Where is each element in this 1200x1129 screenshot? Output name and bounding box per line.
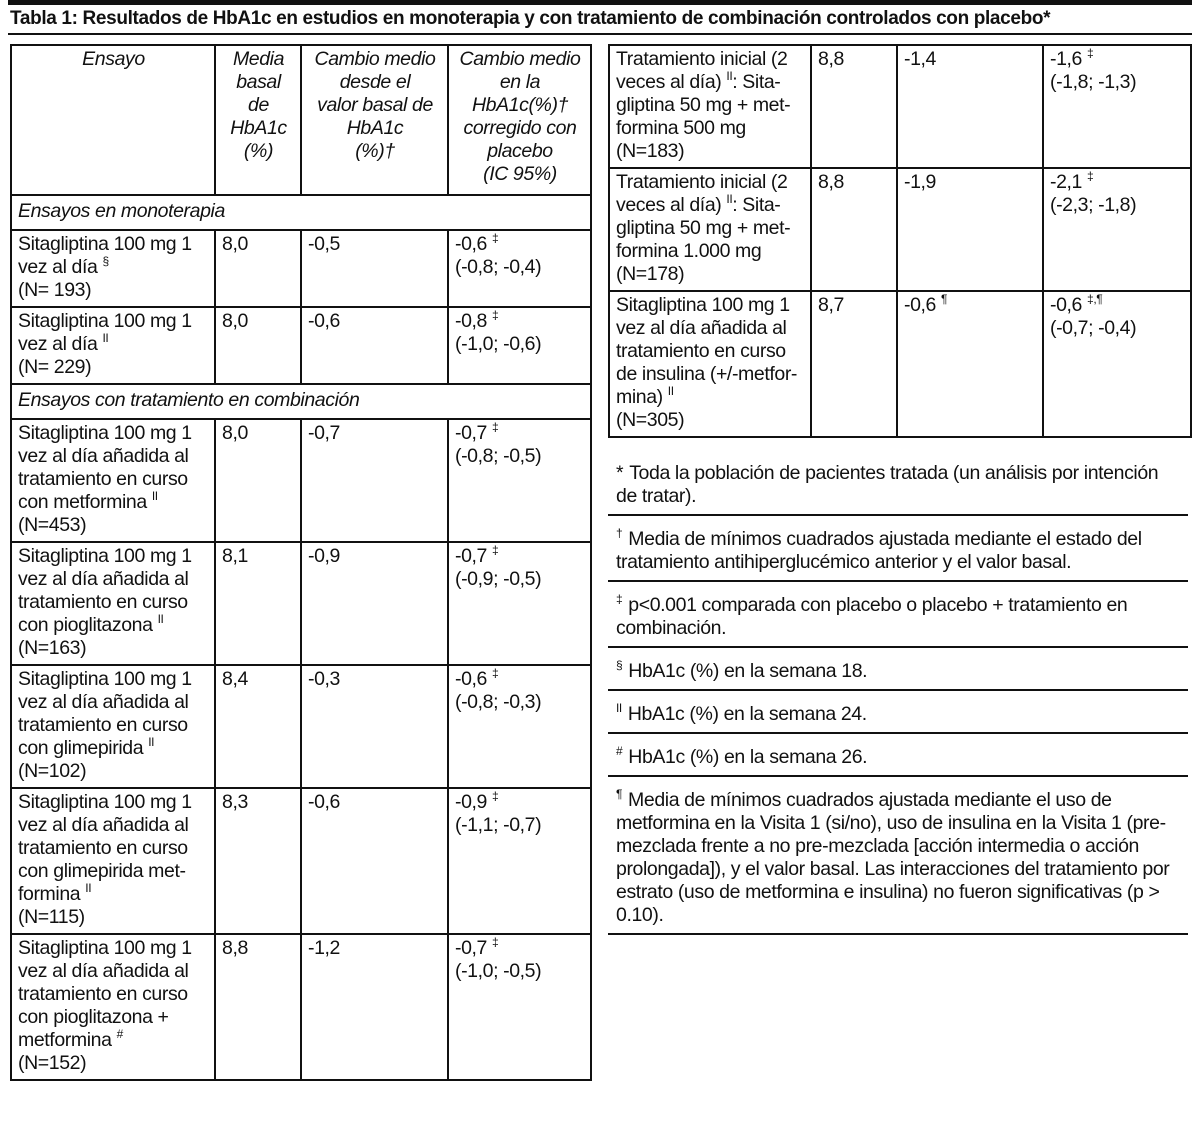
footnote-mark: ‡	[492, 789, 499, 803]
footnote	[608, 785, 1188, 935]
results-table-left	[10, 44, 592, 1081]
cell-cambio-corregido	[448, 419, 591, 542]
ensayo-line: Sitagliptina 100 mg 1	[18, 310, 192, 332]
footnote	[608, 458, 1188, 516]
ensayo-line-with-footnote	[18, 491, 209, 514]
ensayo-line: tratamiento en curso	[616, 340, 786, 362]
confidence-interval: (-0,8; -0,5)	[455, 445, 542, 467]
ensayo-line: tratamiento en curso	[18, 468, 188, 490]
title-rule	[8, 33, 1192, 35]
header-cambio-medio-line: Cambio medio	[314, 48, 436, 70]
corregido-value-line	[455, 233, 585, 256]
table-row	[609, 168, 1191, 291]
footnote-text: p<0.001 comparada con placebo o placebo + tratamiento en combinación.	[616, 594, 1128, 639]
cell-cambio-medio: -0,7	[301, 419, 448, 542]
corregido-value-line	[455, 791, 585, 814]
cell-media-basal: 8,8	[215, 934, 301, 1080]
corregido-value: -0,8	[455, 310, 488, 332]
header-cambio-medio-line: valor basal de	[317, 94, 433, 116]
footnote-text: Media de mínimos cuadrados ajustada mediante el estado del tratamiento antihiperglucémico anterior y el valor basal.	[616, 528, 1142, 573]
ensayo-line: (N=115)	[18, 906, 85, 928]
ensayo-line: Sitagliptina 100 mg 1	[18, 668, 192, 690]
cell-cambio-corregido	[448, 542, 591, 665]
ensayo-line: Sitagliptina 100 mg 1	[616, 294, 790, 316]
section-combinacion-label: Ensayos con tratamiento en combinación	[11, 384, 591, 419]
header-cambio-medio	[301, 45, 448, 195]
table-row	[11, 665, 591, 788]
footnote-mark: ‡	[492, 231, 499, 245]
footnote-mark: ‡	[1087, 46, 1094, 60]
ensayo-line-with-footnote	[18, 1029, 209, 1052]
cell-media-basal: 8,0	[215, 419, 301, 542]
ensayo-line: (N= 193)	[18, 279, 92, 301]
ensayo-line: (N=183)	[616, 140, 685, 162]
corregido-value-line	[455, 937, 585, 960]
header-media-basal-line: basal	[236, 71, 281, 93]
ensayo-line: vez al día añadida al	[18, 814, 189, 836]
ensayo-line: Sitagliptina 100 mg 1	[18, 791, 192, 813]
cell-media-basal: 8,1	[215, 542, 301, 665]
footnote-symbol: ‡	[616, 592, 623, 606]
corregido-value-line	[1050, 171, 1185, 194]
cambio-value: -1,9	[904, 171, 937, 193]
confidence-interval: (-1,0; -0,6)	[455, 333, 542, 355]
header-cambio-corregido-line: HbA1c(%)†	[471, 94, 569, 116]
cell-cambio-medio: -0,5	[301, 230, 448, 307]
ensayo-text: vez al día	[18, 256, 98, 278]
confidence-interval: (-1,1; -0,7)	[455, 814, 542, 836]
header-media-basal-line: (%)	[243, 140, 274, 162]
section-combinacion	[11, 384, 591, 419]
ensayo-line: (N=178)	[616, 263, 685, 285]
table-title: Tabla 1: Resultados de HbA1c en estudios en monoterapia y con tratamiento de combinación controlados con placebo*	[10, 8, 1051, 29]
results-table-right	[608, 44, 1192, 438]
cell-ensayo	[11, 788, 215, 934]
cambio-value: -0,6	[904, 294, 937, 316]
footnote-mark: ‡	[492, 543, 499, 557]
header-cambio-corregido-line: (IC 95%)	[483, 163, 557, 185]
confidence-interval: (-0,8; -0,4)	[455, 256, 542, 278]
header-cambio-corregido	[448, 45, 591, 195]
ensayo-line: vez al día añadida al	[18, 691, 189, 713]
corregido-value: -0,6	[455, 233, 488, 255]
results-table-right-body	[609, 45, 1191, 437]
cell-ensayo	[11, 542, 215, 665]
cell-cambio-medio: -0,6	[301, 307, 448, 384]
cell-cambio-medio	[897, 291, 1043, 437]
cell-media-basal: 8,0	[215, 307, 301, 384]
ensayo-text: vez al día	[18, 333, 98, 355]
ensayo-line-with-footnote	[18, 737, 209, 760]
cell-media-basal: 8,0	[215, 230, 301, 307]
corregido-value-line	[455, 422, 585, 445]
header-ensayo: Ensayo	[11, 45, 215, 195]
header-cambio-corregido-line: en la	[499, 71, 541, 93]
corregido-value-line	[1050, 294, 1185, 317]
confidence-interval: (-2,3; -1,8)	[1050, 194, 1137, 216]
corregido-value-line	[455, 545, 585, 568]
ensayo-line-with-footnote	[18, 256, 209, 279]
confidence-interval: (-0,9; -0,5)	[455, 568, 542, 590]
ensayo-line	[616, 194, 805, 217]
footnotes	[608, 458, 1188, 935]
footnote	[608, 742, 1188, 777]
corregido-value: -0,6	[1050, 294, 1083, 316]
footnote	[608, 656, 1188, 691]
footnote-text: HbA1c (%) en la semana 26.	[628, 746, 868, 768]
ensayo-text: : Sita-	[732, 194, 781, 216]
ensayo-line-with-footnote	[18, 614, 209, 637]
cell-cambio-corregido	[448, 230, 591, 307]
footnote-text: HbA1c (%) en la semana 18.	[628, 660, 868, 682]
footnote-mark: II	[148, 735, 155, 749]
section-monoterapia-label: Ensayos en monoterapia	[11, 195, 591, 230]
ensayo-line: tratamiento en curso	[18, 714, 188, 736]
ensayo-line: (N=152)	[18, 1052, 87, 1074]
header-row	[11, 45, 591, 195]
ensayo-text: : Sita-	[732, 71, 781, 93]
ensayo-line	[616, 317, 805, 340]
ensayo-text: veces al día)	[616, 194, 722, 216]
table-row	[11, 788, 591, 934]
cell-media-basal: 8,8	[811, 168, 897, 291]
cell-media-basal: 8,8	[811, 45, 897, 168]
footnote-mark: II	[85, 881, 92, 895]
ensayo-line: gliptina 50 mg + met-	[616, 94, 791, 116]
corregido-value: -0,7	[455, 545, 488, 567]
footnote-mark: ‡	[492, 308, 499, 322]
ensayo-line: vez al día añadida al	[18, 568, 189, 590]
cell-media-basal: 8,3	[215, 788, 301, 934]
corregido-value: -1,6	[1050, 48, 1083, 70]
footnote-mark: #	[116, 1027, 123, 1041]
ensayo-text: veces al día)	[616, 71, 722, 93]
ensayo-line: Sitagliptina 100 mg 1	[18, 937, 192, 959]
ensayo-line: (N=453)	[18, 514, 87, 536]
ensayo-line: (N=305)	[616, 409, 685, 431]
cell-ensayo	[609, 168, 811, 291]
ensayo-line: de insulina (+/-metfor-	[616, 363, 798, 385]
ensayo-line: gliptina 50 mg + met-	[616, 217, 791, 239]
cell-cambio-corregido	[1043, 291, 1191, 437]
header-cambio-medio-line: desde el	[339, 71, 411, 93]
table-row	[11, 934, 591, 1080]
ensayo-line	[616, 71, 805, 94]
ensayo-line: Sitagliptina 100 mg 1	[18, 422, 192, 444]
ensayo-text: con glimepirida	[18, 737, 144, 759]
ensayo-text: vez al día añadida al	[616, 317, 787, 339]
cell-ensayo	[609, 45, 811, 168]
corregido-value-line	[455, 668, 585, 691]
ensayo-line: Sitagliptina 100 mg 1	[18, 233, 192, 255]
footnote-text: Toda la población de pacientes tratada (un análisis por intención de tratar).	[616, 462, 1159, 507]
header-cambio-medio-line: (%)†	[355, 140, 395, 162]
cell-ensayo	[609, 291, 811, 437]
cell-cambio-medio: -0,3	[301, 665, 448, 788]
confidence-interval: (-1,8; -1,3)	[1050, 71, 1137, 93]
footnote-symbol: #	[616, 744, 623, 758]
ensayo-text: con metformina	[18, 491, 147, 513]
header-cambio-corregido-line: corregido con	[463, 117, 577, 139]
cell-media-basal: 8,4	[215, 665, 301, 788]
header-media-basal-line: de	[248, 94, 269, 116]
footnote-mark: ‡	[492, 935, 499, 949]
ensayo-line-with-footnote	[616, 386, 805, 409]
footnote-text: HbA1c (%) en la semana 24.	[627, 703, 867, 725]
corregido-value: -0,6	[455, 668, 488, 690]
footnote-mark: ‡	[492, 420, 499, 434]
confidence-interval: (-1,0; -0,5)	[455, 960, 542, 982]
results-table-left-body	[11, 45, 591, 1080]
ensayo-text: metformina	[18, 1029, 112, 1051]
table-row	[11, 542, 591, 665]
cell-cambio-medio: -0,6	[301, 788, 448, 934]
ensayo-text: formina	[18, 883, 81, 905]
ensayo-line: Tratamiento inicial (2	[616, 48, 788, 70]
cell-cambio-corregido	[1043, 168, 1191, 291]
ensayo-text: mina)	[616, 386, 663, 408]
table-row	[11, 419, 591, 542]
table-row	[609, 45, 1191, 168]
ensayo-line: tratamiento en curso	[18, 837, 188, 859]
cell-ensayo	[11, 665, 215, 788]
ensayo-line: con glimepirida met-	[18, 860, 186, 882]
ensayo-line: (N=102)	[18, 760, 87, 782]
footnote-symbol: *	[616, 462, 624, 484]
footnote-mark: II	[726, 69, 733, 83]
ensayo-line: vez al día añadida al	[18, 960, 189, 982]
footnote-mark: ¶	[941, 292, 948, 306]
footnote-mark: ‡	[1087, 169, 1094, 183]
footnote	[608, 524, 1188, 582]
footnote-symbol: †	[616, 526, 623, 540]
ensayo-line: (N=163)	[18, 637, 87, 659]
footnote-mark: II	[151, 489, 158, 503]
table-row	[609, 291, 1191, 437]
footnote-symbol: §	[616, 658, 623, 672]
header-cambio-corregido-line: Cambio medio	[459, 48, 581, 70]
header-media-basal-line: HbA1c	[230, 117, 287, 139]
footnote-mark: II	[726, 192, 733, 206]
cell-ensayo	[11, 934, 215, 1080]
corregido-value: -0,7	[455, 422, 488, 444]
cambio-value: -1,4	[904, 48, 937, 70]
footnote-mark: II	[667, 384, 674, 398]
ensayo-line: Tratamiento inicial (2	[616, 171, 788, 193]
ensayo-line-with-footnote	[18, 333, 209, 356]
footnote-mark: II	[157, 612, 164, 626]
ensayo-text: con pioglitazona	[18, 614, 153, 636]
corregido-value-line	[1050, 48, 1185, 71]
footnote-mark: II	[102, 331, 109, 345]
cell-ensayo	[11, 307, 215, 384]
ensayo-line: (N= 229)	[18, 356, 92, 378]
confidence-interval: (-0,7; -0,4)	[1050, 317, 1137, 339]
footnote-symbol: II	[616, 701, 622, 715]
cell-ensayo	[11, 419, 215, 542]
cell-cambio-medio	[897, 168, 1043, 291]
confidence-interval: (-0,8; -0,3)	[455, 691, 542, 713]
cell-cambio-corregido	[448, 934, 591, 1080]
ensayo-line: Sitagliptina 100 mg 1	[18, 545, 192, 567]
footnote-text: Media de mínimos cuadrados ajustada mediante el uso de metformina en la Visita 1 (si/no), uso de insulina en la Visita 1 (pre-mezclada frente a no pre-mezclada [acción intermedia o acción prolongada]), y el valor basal. Las interacciones del tratamiento por estrato (uso de metformina e insulina) no fueron significativas (p > 0.10).	[616, 789, 1170, 926]
ensayo-line: tratamiento en curso	[18, 983, 188, 1005]
cell-ensayo	[11, 230, 215, 307]
footnote-mark: ‡,¶	[1087, 292, 1103, 306]
corregido-value: -0,7	[455, 937, 488, 959]
ensayo-line: formina 1.000 mg	[616, 240, 762, 262]
corregido-value: -2,1	[1050, 171, 1083, 193]
ensayo-line: con pioglitazona +	[18, 1006, 169, 1028]
cell-cambio-corregido	[1043, 45, 1191, 168]
cell-cambio-medio: -0,9	[301, 542, 448, 665]
cell-media-basal: 8,7	[811, 291, 897, 437]
corregido-value: -0,9	[455, 791, 488, 813]
ensayo-line: formina 500 mg	[616, 117, 746, 139]
cell-cambio-medio	[897, 45, 1043, 168]
header-cambio-medio-line: HbA1c	[346, 117, 404, 139]
section-monoterapia	[11, 195, 591, 230]
cell-cambio-corregido	[448, 665, 591, 788]
footnote-symbol: ¶	[616, 787, 623, 801]
header-media-basal	[215, 45, 301, 195]
corregido-value-line	[455, 310, 585, 333]
ensayo-line: tratamiento en curso	[18, 591, 188, 613]
table-row	[11, 307, 591, 384]
footnote-mark: ‡	[492, 666, 499, 680]
cell-cambio-corregido	[448, 788, 591, 934]
ensayo-line: vez al día añadida al	[18, 445, 189, 467]
footnote-mark: §	[102, 254, 109, 268]
cell-cambio-medio: -1,2	[301, 934, 448, 1080]
footnote	[608, 590, 1188, 648]
header-cambio-corregido-line: placebo	[487, 140, 553, 162]
top-rule	[8, 0, 1192, 5]
header-media-basal-line: Media	[232, 48, 285, 70]
cell-cambio-corregido	[448, 307, 591, 384]
footnote	[608, 699, 1188, 734]
ensayo-line-with-footnote	[18, 883, 209, 906]
table-row	[11, 230, 591, 307]
